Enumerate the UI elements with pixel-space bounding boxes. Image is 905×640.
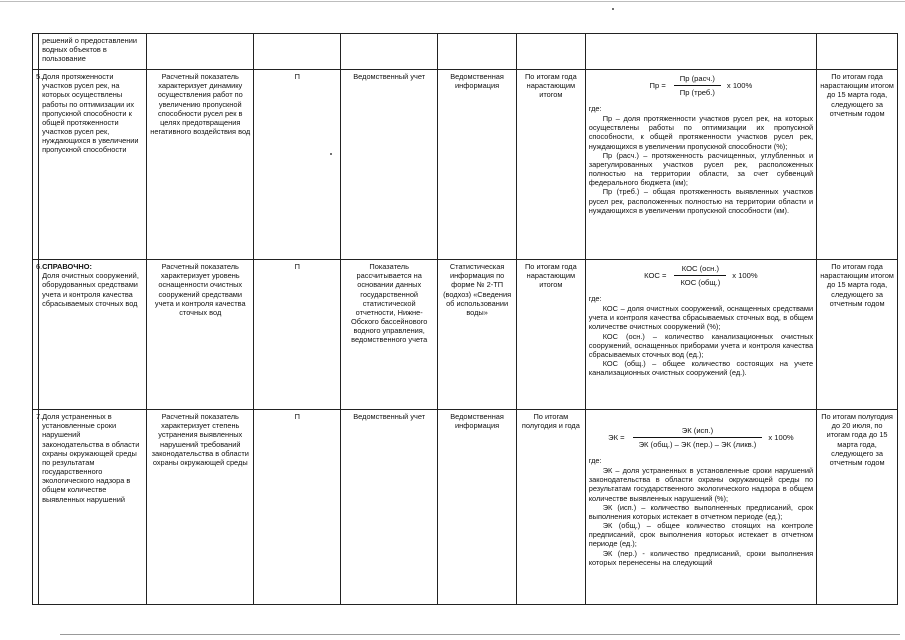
scan-bottom-edge <box>60 634 900 635</box>
indicator-unit: П <box>254 410 341 605</box>
deadline <box>817 34 898 70</box>
formula-where: где: <box>588 103 602 113</box>
row-number: 6. <box>33 260 39 410</box>
indicator-reference-label: СПРАВОЧНО: <box>42 262 92 271</box>
formula-rhs: x 100% <box>732 271 758 281</box>
data-source: Ведомственный учет <box>341 70 438 260</box>
formula-denominator: ЭК (общ.) – ЭК (пер.) – ЭК (ликв.) <box>633 437 763 449</box>
formula-cell <box>585 70 816 260</box>
formula-definition: Пр – доля протяженности участков русел рек, на которых осуществлены работы по оптимизации их пропускной способности, к общей протяженности участков русел рек, нуждающихся в увеличении пропускной способности (%); <box>588 113 814 151</box>
formula-denominator: Пр (треб.) <box>674 85 721 97</box>
info-type: Ведомственная информация <box>438 410 517 605</box>
formula-numerator: Пр (расч.) <box>679 74 715 83</box>
indicator-unit: П <box>254 260 341 410</box>
indicator-name: Доля устраненных в установленные сроки нарушений законодательства в области охраны окружающей среды по результатам государственного экологического надзора в общем количестве выявленных нарушений <box>39 410 147 605</box>
row-number: 7. <box>33 410 39 605</box>
table-row <box>33 70 898 260</box>
deadline: По итогам полугодия до 20 июля, по итогам года до 15 марта года, следующего за отчетным годом <box>817 410 898 605</box>
formula-lhs: ЭК = <box>608 433 625 443</box>
formula-definition: КОС (общ.) – общее количество состоящих на учете канализационных очистных сооружений (ед.). <box>588 359 814 378</box>
data-source <box>341 34 438 70</box>
info-type <box>438 34 517 70</box>
formula-cell <box>585 410 816 605</box>
formula-numerator: КОС (осн.) <box>681 264 719 273</box>
formula <box>589 74 813 98</box>
formula-definition: КОС (осн.) – количество канализационных очистных сооружений, оснащенных приборами учета и контроля качества сбрасываемых сточных вод (ед.); <box>588 331 814 359</box>
formula-definition: Пр (расч.) – протяженность расчищенных, углубленных и зарегулированных участков русел рек, расположенных полностью на территории области, за счет субвенций федерального бюджета (км); <box>588 150 814 188</box>
table-row <box>33 410 898 605</box>
deadline: По итогам года нарастающим итогом до 15 марта года, следующего за отчетным годом <box>817 70 898 260</box>
deadline: По итогам года нарастающим итогом до 15 марта года, следующего за отчетным годом <box>817 260 898 410</box>
formula-cell <box>585 34 816 70</box>
indicator-name: Доля протяженности участков русел рек, на которых осуществлены работы по оптимизации их пропускной способности к общей протяженности участков русел рек, нуждающихся в увеличении пропускной способности <box>39 70 147 260</box>
table-row <box>33 34 898 70</box>
formula-rhs: x 100% <box>726 81 753 91</box>
formula-definition: ЭК (пер.) - количество предписаний, сроки выполнения которых перенесены на следующий <box>588 548 814 567</box>
data-source: Показатель рассчитывается на основании данных государственной статистической отчетности, Нижне-Обского бассейнового водного управления, ведомственного учета <box>341 260 438 410</box>
formula <box>589 426 813 450</box>
info-type: Ведомственная информация <box>438 70 517 260</box>
row-number: 5. <box>33 70 39 260</box>
formula-fraction <box>674 264 726 288</box>
formula-fraction <box>674 74 721 98</box>
formula-definition: ЭК (исп.) – количество выполненных предписаний, срок выполнения которых истекает в отчетном периоде (ед.); <box>588 502 814 521</box>
period: По итогам полугодия и года <box>517 410 586 605</box>
formula-where: где: <box>588 455 602 465</box>
indicator-name <box>39 260 147 410</box>
formula-definition: Пр (треб.) – общая протяженность выявленных участков русел рек, расположенных полностью на территории области и нуждающихся в увеличении пропускной способности (км). <box>588 187 814 215</box>
data-source: Ведомственный учет <box>341 410 438 605</box>
formula-rhs: x 100% <box>768 433 794 443</box>
formula-lhs: Пр = <box>649 81 666 91</box>
scan-top-edge <box>0 1 905 2</box>
indicator-unit: П <box>254 70 341 260</box>
indicator-text: Доля очистных сооружений, оборудованных средствами учета и контроля качества сбрасываемых сточных вод <box>42 271 139 308</box>
period: По итогам года нарастающим итогом <box>517 70 586 260</box>
indicators-table <box>32 33 898 605</box>
formula-definition: КОС – доля очистных сооружений, оснащенных средствами учета и контроля качества сбрасываемых сточных вод, в общем количестве очистных сооружений (%); <box>588 303 814 332</box>
indicator-meaning: Расчетный показатель характеризует динамику осуществления работ по увеличению пропускной способности русел рек в целях предотвращения негативного воздействия вод <box>147 70 254 260</box>
formula-definition: ЭК (общ.) – общее количество стоящих на контроле предписаний, срок выполнения которых истекает в отчетном периоде (ед.); <box>588 521 814 549</box>
formula-definition: ЭК – доля устраненных в установленные сроки нарушений законодательства в области охраны окружающей среды по результатам государственного экологического надзора в общем количестве выявленных нарушений (%); <box>588 465 814 503</box>
period: По итогам года нарастающим итогом <box>517 260 586 410</box>
table-row <box>33 260 898 410</box>
formula-denominator: КОС (общ.) <box>674 275 726 287</box>
period <box>517 34 586 70</box>
indicator-name: решений о предоставлении водных объектов в пользование <box>39 34 147 70</box>
scan-speck <box>612 8 614 10</box>
formula <box>589 264 813 288</box>
indicator-meaning <box>147 34 254 70</box>
formula-cell <box>585 260 816 410</box>
formula-fraction <box>633 426 763 450</box>
formula-lhs: КОС = <box>644 271 667 281</box>
formula-numerator: ЭК (исп.) <box>681 426 714 435</box>
indicator-unit <box>254 34 341 70</box>
formula-where: где: <box>588 293 602 303</box>
indicator-meaning: Расчетный показатель характеризует уровень оснащенности очистных сооружений средствами учета и контроля качества сточных вод <box>147 260 254 410</box>
indicator-meaning: Расчетный показатель характеризует степень устранения выявленных нарушений требований законодательства в области охраны окружающей среды <box>147 410 254 605</box>
info-type: Статистическая информация по форме № 2-ТП (водхоз) «Сведения об использовании воды» <box>438 260 517 410</box>
